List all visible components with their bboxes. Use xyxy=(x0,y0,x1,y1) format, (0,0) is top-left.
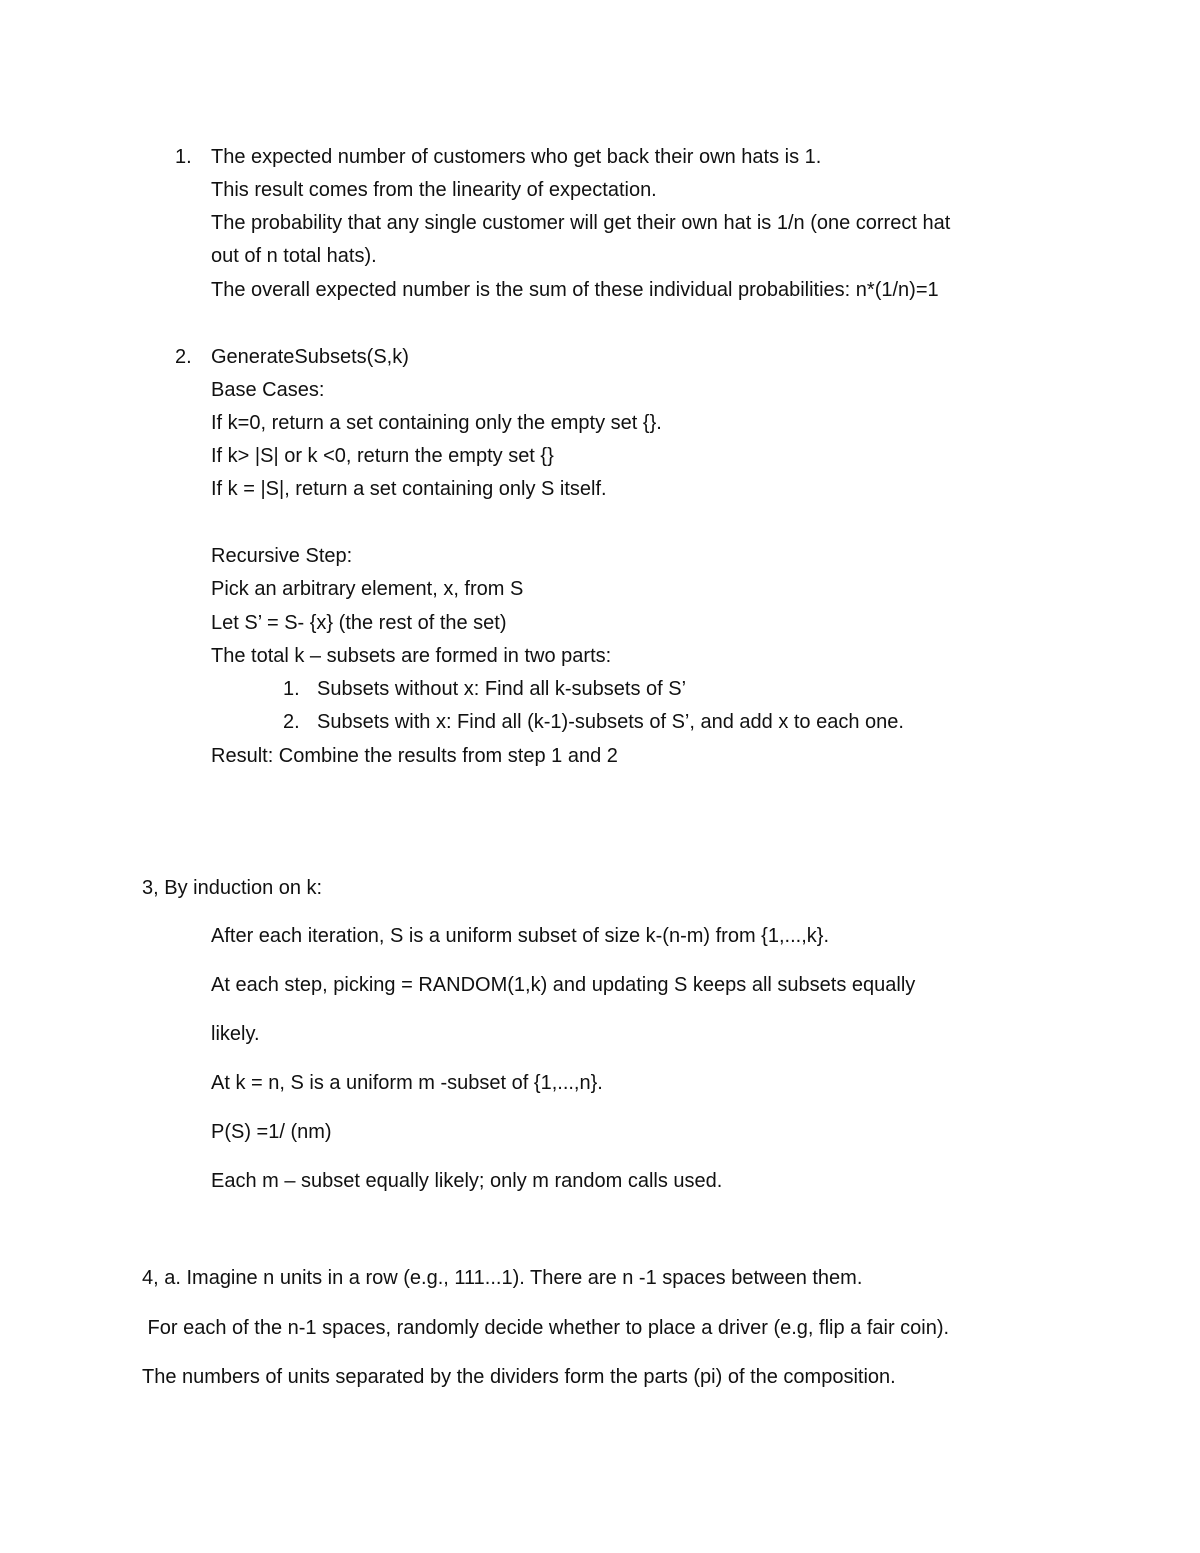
paragraph-line: 4, a. Imagine n units in a row (e.g., 111...1). There are n -1 spaces between them. xyxy=(142,1267,863,1289)
paragraph-line: The numbers of units separated by the dividers form the parts (pi) of the composition. xyxy=(142,1366,896,1388)
sub-step-number: 2. xyxy=(283,711,300,733)
sub-step-number: 1. xyxy=(283,678,300,700)
paragraph-line: The overall expected number is the sum of these individual probabilities: n*(1/n)=1 xyxy=(211,279,939,301)
paragraph-line: This result comes from the linearity of expectation. xyxy=(211,179,657,201)
recursive-step-line: Let S’ = S- {x} (the rest of the set) xyxy=(211,612,507,634)
base-case-line: If k=0, return a set containing only the empty set {}. xyxy=(211,412,662,434)
answer-3-heading: 3, By induction on k: xyxy=(142,877,323,899)
paragraph-line: At each step, picking = RANDOM(1,k) and updating S keeps all subsets equally xyxy=(211,974,916,996)
base-case-line: If k = |S|, return a set containing only S itself. xyxy=(211,478,607,500)
paragraph-line: Each m – subset equally likely; only m random calls used. xyxy=(211,1170,723,1192)
paragraph-line: The expected number of customers who get back their own hats is 1. xyxy=(211,146,822,168)
list-number: 1. xyxy=(175,146,192,168)
recursive-step-heading: Recursive Step: xyxy=(211,545,353,567)
paragraph-line: P(S) =1/ (nm) xyxy=(211,1121,332,1143)
list-number: 2. xyxy=(175,346,192,368)
base-case-line: If k> |S| or k <0, return the empty set {} xyxy=(211,445,554,467)
recursive-step-line: Pick an arbitrary element, x, from S xyxy=(211,578,524,600)
paragraph-line: likely. xyxy=(211,1023,260,1045)
sub-step-line: Subsets without x: Find all k-subsets of S’ xyxy=(317,678,687,700)
sub-step-line: Subsets with x: Find all (k-1)-subsets of S’, and add x to each one. xyxy=(317,711,904,733)
paragraph-line: After each iteration, S is a uniform subset of size k-(n-m) from {1,...,k}. xyxy=(211,925,830,947)
paragraph-line: At k = n, S is a uniform m -subset of {1,...,n}. xyxy=(211,1072,603,1094)
paragraph-line: For each of the n-1 spaces, randomly decide whether to place a driver (e.g, flip a fair coin). xyxy=(142,1317,950,1339)
paragraph-line: The probability that any single customer will get their own hat is 1/n (one correct hat xyxy=(211,212,951,234)
result-line: Result: Combine the results from step 1 and 2 xyxy=(211,745,618,767)
recursive-step-line: The total k – subsets are formed in two parts: xyxy=(211,645,612,667)
base-cases-heading: Base Cases: xyxy=(211,379,325,401)
function-title: GenerateSubsets(S,k) xyxy=(211,346,409,368)
paragraph-line: out of n total hats). xyxy=(211,245,377,267)
